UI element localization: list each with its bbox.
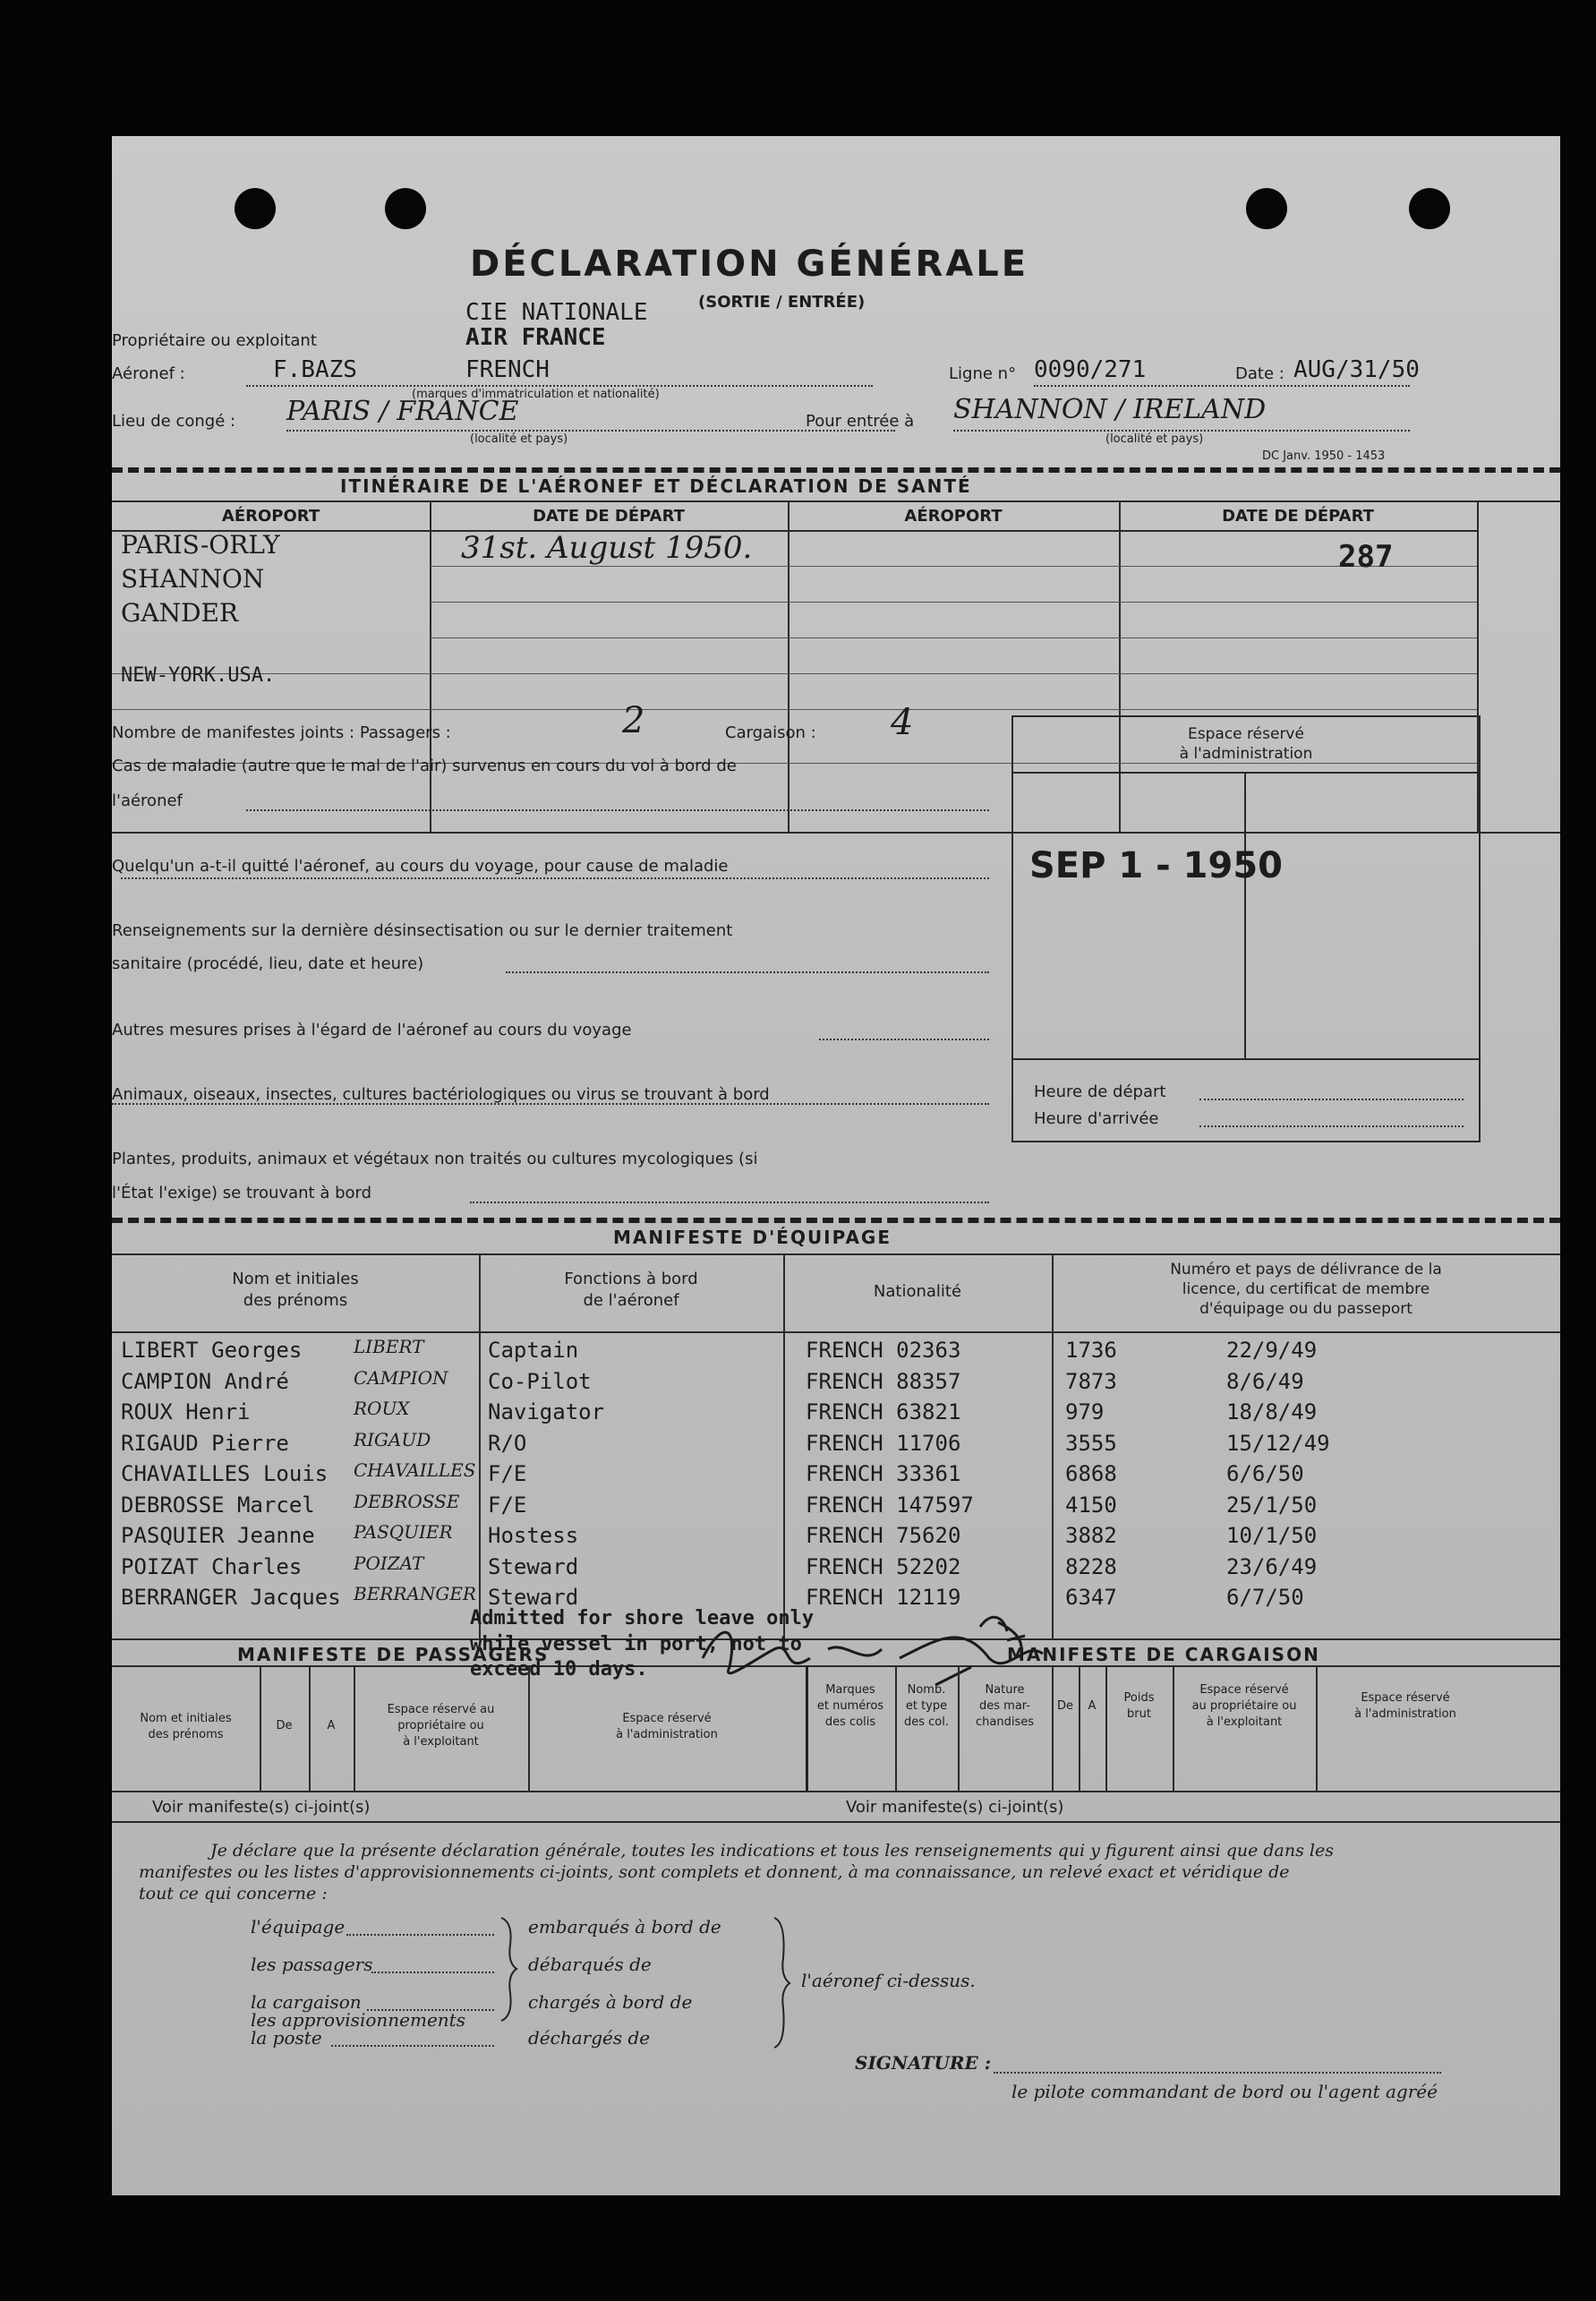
crew-nationality: FRENCH 88357 [806, 1368, 961, 1394]
crew-signature: POIZAT [354, 1552, 424, 1574]
crew-nationality: FRENCH 75620 [806, 1523, 961, 1548]
crew-nationality: FRENCH 147597 [806, 1492, 974, 1518]
pass-col-admin-2: à l'administration [616, 1728, 718, 1741]
admin-box-title-2: à l'administration [1179, 745, 1313, 763]
crew-licence: 4150 [1065, 1492, 1117, 1518]
cargo-col-owner-2: au propriétaire ou [1191, 1699, 1297, 1713]
itinerary-col-date: DATE DE DÉPART [533, 507, 685, 526]
admin-box-title-1: Espace réservé [1188, 725, 1304, 743]
form-reference: DC Janv. 1950 - 1453 [1262, 449, 1386, 463]
form-subtitle: (SORTIE / ENTRÉE) [698, 293, 866, 312]
crew-col-name-2: des prénoms [243, 1291, 348, 1310]
crew-name: CHAVAILLES Louis [121, 1461, 329, 1486]
decl-passengers: les passagers [251, 1954, 373, 1975]
crew-licence: 3882 [1065, 1523, 1117, 1548]
itinerary-number: 287 [1338, 539, 1394, 575]
crew-licence: 7873 [1065, 1368, 1117, 1394]
cargo-col-count-2: et type [905, 1699, 948, 1713]
shore-leave-note-2: while vessel in port, not to [470, 1633, 802, 1655]
itinerary-col-airport-2: AÉROPORT [904, 507, 1003, 526]
crew-nationality: FRENCH 11706 [806, 1430, 961, 1456]
crew-licence-date: 23/6/49 [1226, 1553, 1318, 1579]
cargo-col-marks-2: et numéros [816, 1699, 884, 1713]
crew-licence: 3555 [1065, 1430, 1117, 1456]
question-left-aircraft: Quelqu'un a-t-il quitté l'aéronef, au cours du voyage, pour cause de maladie [112, 857, 729, 876]
crew-licence-date: 6/6/50 [1226, 1461, 1304, 1486]
cargo-col-admin-2: à l'administration [1354, 1707, 1456, 1721]
signature-label: SIGNATURE : [855, 2052, 992, 2074]
crew-licence: 1736 [1065, 1338, 1117, 1363]
form-sheet [112, 136, 1560, 2195]
crew-name: CAMPION André [121, 1368, 289, 1394]
date-value: AUG/31/50 [1293, 356, 1420, 383]
itinerary-col-airport: AÉROPORT [221, 507, 320, 526]
crew-signature: BERRANGER [354, 1583, 476, 1604]
crew-name: ROUX Henri [121, 1399, 251, 1424]
crew-licence-date: 8/6/49 [1226, 1368, 1304, 1394]
pass-col-to: A [327, 1719, 336, 1732]
form-title: DÉCLARATION GÉNÉRALE [470, 244, 1029, 285]
punch-hole [235, 188, 276, 229]
pass-col-name-1: Nom et initiales [140, 1712, 232, 1725]
departure-caption: (localité et pays) [470, 432, 568, 446]
decl-mail: la poste [251, 2027, 322, 2049]
entry-value: SHANNON / IRELAND [953, 394, 1267, 425]
itinerary-col-date-2: DATE DE DÉPART [1222, 507, 1374, 526]
crew-nationality: FRENCH 52202 [806, 1553, 961, 1579]
decl-unloaded: déchargés de [528, 2027, 651, 2049]
itinerary-airport-3: GANDER [121, 598, 239, 628]
crew-licence-date: 25/1/50 [1226, 1492, 1318, 1518]
crew-name: PASQUIER Jeanne [121, 1523, 315, 1548]
owner-value-1: CIE NATIONALE [465, 299, 648, 326]
crew-licence: 6347 [1065, 1585, 1117, 1610]
cargo-col-owner-3: à l'exploitant [1206, 1715, 1283, 1729]
crew-col-nationality: Nationalité [873, 1282, 962, 1301]
crew-function: Co-Pilot [488, 1368, 592, 1394]
question-other-measures: Autres mesures prises à l'égard de l'aéronef au cours du voyage [112, 1021, 632, 1039]
crew-col-function-2: de l'aéronef [583, 1291, 679, 1310]
line-value: 0090/271 [1034, 356, 1147, 383]
itinerary-airport-2: SHANNON [121, 564, 265, 594]
shore-leave-note-1: Admitted for shore leave only [470, 1607, 815, 1630]
crew-function: R/O [488, 1430, 527, 1456]
cargo-count: 4 [891, 702, 914, 743]
aircraft-caption: (marques d'immatriculation et nationalité) [412, 388, 660, 401]
brace [770, 1913, 797, 2057]
cargo-col-marks-1: Marques [825, 1683, 875, 1697]
manifests-label: Nombre de manifestes joints : Passagers : [112, 723, 451, 742]
crew-licence-date: 22/9/49 [1226, 1338, 1318, 1363]
punch-hole [1246, 188, 1287, 229]
pilot-caption: le pilote commandant de bord ou l'agent agréé [1011, 2081, 1438, 2102]
question-disinsection: Renseignements sur la dernière désinsectisation ou sur le dernier traitement [112, 921, 733, 940]
crew-col-licence-3: d'équipage ou du passeport [1199, 1300, 1413, 1318]
crew-signature: PASQUIER [354, 1521, 453, 1543]
crew-licence-date: 10/1/50 [1226, 1523, 1318, 1548]
cargo-label: Cargaison : [725, 723, 816, 742]
cargo-col-from: De [1056, 1699, 1073, 1713]
crew-function: Steward [488, 1553, 579, 1579]
pass-col-admin-1: Espace réservé [622, 1712, 712, 1725]
crew-licence-date: 6/7/50 [1226, 1585, 1304, 1610]
itinerary-airport-1: PARIS-ORLY [121, 530, 280, 560]
cargo-col-to: A [1088, 1699, 1097, 1713]
crew-function: Hostess [488, 1523, 579, 1548]
pass-col-owner-1: Espace réservé au [387, 1703, 495, 1716]
crew-name: LIBERT Georges [121, 1338, 303, 1363]
decl-embarked: embarqués à bord de [528, 1916, 721, 1937]
crew-name: POIZAT Charles [121, 1553, 303, 1579]
cargo-col-weight-1: Poids [1123, 1691, 1155, 1705]
cargo-col-nature-3: chandises [976, 1715, 1034, 1729]
decl-supplies: les approvisionnements [251, 2009, 465, 2031]
crew-nationality: FRENCH 63821 [806, 1399, 961, 1424]
crew-name: DEBROSSE Marcel [121, 1492, 315, 1518]
crew-licence: 979 [1065, 1399, 1105, 1424]
crew-function: Captain [488, 1338, 579, 1363]
crew-signature: ROUX [354, 1398, 410, 1419]
crew-signature: RIGAUD [354, 1428, 431, 1450]
crew-signature: CAMPION [354, 1366, 448, 1389]
arrival-time-label: Heure d'arrivée [1034, 1109, 1159, 1128]
crew-col-licence-1: Numéro et pays de délivrance de la [1170, 1261, 1442, 1279]
cargo-col-count-1: Nomb. [907, 1683, 946, 1697]
decl-crew: l'équipage [251, 1916, 346, 1937]
departure-time-label: Heure de départ [1034, 1082, 1166, 1101]
date-label: Date : [1235, 364, 1284, 383]
decl-loaded: chargés à bord de [528, 1991, 693, 2013]
declaration-text-3: tout ce qui concerne : [139, 1884, 328, 1903]
owner-label: Propriétaire ou exploitant [112, 331, 317, 350]
pass-col-owner-3: à l'exploitant [403, 1735, 479, 1749]
crew-signature: DEBROSSE [354, 1490, 460, 1512]
passenger-manifest-title: MANIFESTE DE PASSAGERS [237, 1644, 550, 1665]
crew-licence: 6868 [1065, 1461, 1117, 1486]
pass-see-attached: Voir manifeste(s) ci-joint(s) [152, 1798, 371, 1817]
punch-hole [385, 188, 426, 229]
aircraft-registration: F.BAZS [273, 356, 357, 383]
decl-cargo: la cargaison [251, 1991, 362, 2013]
entry-caption: (localité et pays) [1105, 432, 1204, 446]
crew-licence: 8228 [1065, 1553, 1117, 1579]
crew-col-function-1: Fonctions à bord [564, 1270, 698, 1288]
crew-col-licence-2: licence, du certificat de membre [1182, 1280, 1430, 1298]
passengers-count: 2 [622, 700, 645, 741]
crew-function: Navigator [488, 1399, 605, 1424]
crew-function: F/E [488, 1461, 527, 1486]
owner-value-2: AIR FRANCE [465, 324, 606, 351]
crew-nationality: FRENCH 12119 [806, 1585, 961, 1610]
crew-manifest-title: MANIFESTE D'ÉQUIPAGE [613, 1227, 892, 1248]
received-stamp: SEP 1 - 1950 [1029, 845, 1283, 886]
pass-col-from: De [276, 1719, 293, 1732]
itinerary-title: ITINÉRAIRE DE L'AÉRONEF ET DÉCLARATION DE SANTÉ [340, 475, 972, 497]
admin-box [1011, 715, 1481, 1142]
crew-signature: LIBERT [354, 1336, 424, 1357]
crew-col-name-1: Nom et initiales [232, 1270, 359, 1288]
cargo-col-count-3: des col. [903, 1715, 949, 1729]
cargo-col-marks-3: des colis [824, 1715, 876, 1729]
aircraft-label: Aéronef : [112, 364, 185, 383]
question-disinsection-line2: sanitaire (procédé, lieu, date et heure) [112, 954, 424, 973]
line-label: Ligne n° [949, 364, 1017, 383]
crew-nationality: FRENCH 02363 [806, 1338, 961, 1363]
aircraft-nationality: FRENCH [465, 356, 550, 383]
shore-leave-note-3: exceed 10 days. [470, 1658, 648, 1681]
cargo-col-nature-1: Nature [985, 1683, 1025, 1697]
decl-aircraft: l'aéronef ci-dessus. [801, 1970, 976, 1991]
crew-name: BERRANGER Jacques [121, 1585, 341, 1610]
entry-label: Pour entrée à [806, 412, 915, 431]
declaration-text-2: manifestes ou les listes d'approvisionnements ci-joints, sont complets et donnent, à ma connaissance, un relevé exact et véridique de [139, 1862, 1290, 1882]
brace [497, 1913, 524, 2057]
question-animals: Animaux, oiseaux, insectes, cultures bactériologiques ou virus se trouvant à bord [112, 1085, 770, 1104]
itinerary-date-value: 31st. August 1950. [461, 530, 753, 566]
cargo-col-weight-2: brut [1127, 1707, 1151, 1721]
pass-col-name-2: des prénoms [148, 1728, 224, 1741]
cargo-col-nature-2: des mar- [979, 1699, 1030, 1713]
question-illness: Cas de maladie (autre que le mal de l'air) survenus en cours du vol à bord de [112, 757, 737, 775]
question-plants-line2: l'État l'exige) se trouvant à bord [112, 1184, 372, 1202]
crew-nationality: FRENCH 33361 [806, 1461, 961, 1486]
question-illness-line2: l'aéronef [112, 791, 183, 810]
crew-signature: CHAVAILLES [354, 1459, 476, 1481]
decl-disembarked: débarqués de [528, 1954, 652, 1975]
cargo-col-owner-1: Espace réservé [1199, 1683, 1289, 1697]
crew-function: F/E [488, 1492, 527, 1518]
crew-name: RIGAUD Pierre [121, 1430, 289, 1456]
crew-function: Steward [488, 1585, 579, 1610]
itinerary-airport-4: NEW-YORK.USA. [121, 664, 276, 687]
cargo-col-admin-1: Espace réservé [1361, 1691, 1450, 1705]
punch-hole [1409, 188, 1450, 229]
cargo-see-attached: Voir manifeste(s) ci-joint(s) [846, 1798, 1064, 1817]
crew-licence-date: 18/8/49 [1226, 1399, 1318, 1424]
declaration-text-1: Je déclare que la présente déclaration générale, toutes les indications et tous les renseignements qui y figurent ainsi que dans les [210, 1841, 1334, 1860]
crew-licence-date: 15/12/49 [1226, 1430, 1330, 1456]
departure-label: Lieu de congé : [112, 412, 236, 431]
pass-col-owner-2: propriétaire ou [397, 1719, 484, 1732]
departure-value: PARIS / FRANCE [286, 396, 519, 427]
question-plants: Plantes, produits, animaux et végétaux non traités ou cultures mycologiques (si [112, 1150, 758, 1168]
cargo-manifest-title: MANIFESTE DE CARGAISON [1007, 1644, 1320, 1665]
